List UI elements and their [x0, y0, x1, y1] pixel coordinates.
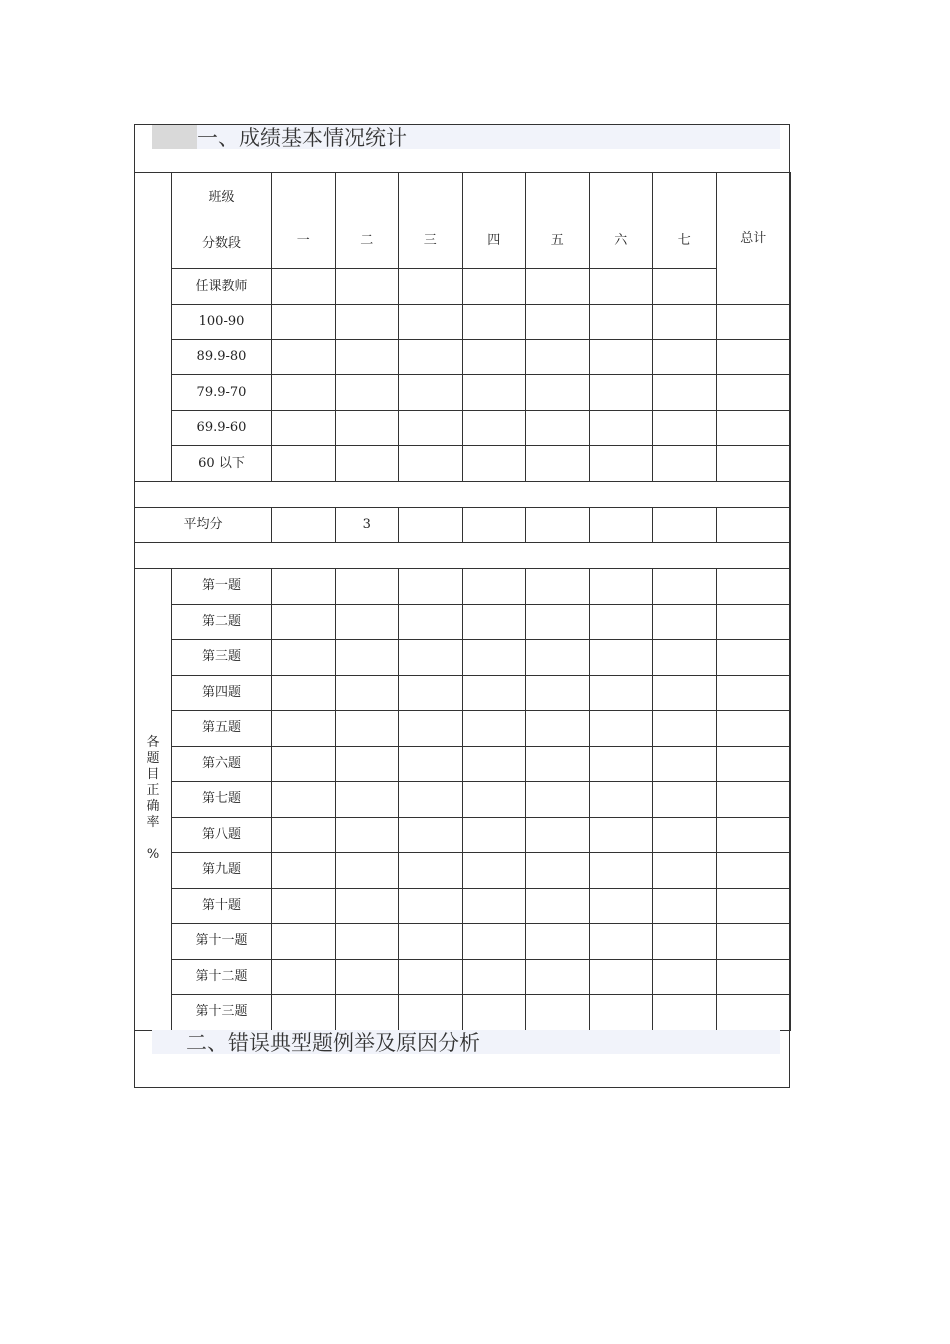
average-cell[interactable] [399, 508, 463, 543]
spacer-cell [135, 482, 791, 508]
data-cell[interactable] [716, 675, 791, 711]
data-cell[interactable] [589, 604, 653, 640]
data-cell[interactable] [335, 640, 399, 676]
data-cell[interactable] [399, 995, 463, 1031]
data-cell[interactable] [716, 446, 791, 482]
data-cell[interactable] [653, 446, 717, 482]
data-cell[interactable] [335, 411, 399, 446]
data-cell[interactable] [526, 640, 590, 676]
question-label: 第十一题 [172, 924, 272, 960]
data-cell[interactable] [653, 924, 717, 960]
data-cell[interactable] [335, 746, 399, 782]
question-row [135, 782, 791, 818]
data-cell[interactable] [399, 340, 463, 375]
data-cell[interactable] [589, 411, 653, 446]
data-cell[interactable] [716, 924, 791, 960]
data-cell[interactable] [589, 640, 653, 676]
data-cell[interactable] [589, 446, 653, 482]
data-cell[interactable] [716, 411, 791, 446]
average-cell[interactable] [716, 508, 791, 543]
table-row [135, 269, 791, 305]
data-cell[interactable] [589, 340, 653, 375]
data-cell[interactable] [653, 340, 717, 375]
data-cell[interactable] [716, 340, 791, 375]
data-cell[interactable] [716, 569, 791, 605]
class-header-4: 四 [462, 173, 526, 269]
section-title-2: 二、错误典型题例举及原因分析 [186, 1031, 480, 1055]
data-cell[interactable] [589, 924, 653, 960]
spacer-row [135, 482, 791, 508]
data-cell[interactable] [399, 711, 463, 747]
row-label-teacher: 任课教师 [172, 269, 272, 305]
data-cell[interactable] [335, 375, 399, 411]
data-cell[interactable] [653, 888, 717, 924]
data-cell[interactable] [589, 746, 653, 782]
data-cell[interactable] [526, 446, 590, 482]
data-cell[interactable] [399, 675, 463, 711]
data-cell[interactable] [589, 675, 653, 711]
data-cell[interactable] [653, 640, 717, 676]
data-cell[interactable] [399, 375, 463, 411]
data-cell[interactable] [526, 924, 590, 960]
data-cell[interactable] [272, 711, 336, 747]
section-header-1 [152, 125, 780, 149]
question-label: 第九题 [172, 853, 272, 889]
question-row [135, 640, 791, 676]
data-cell[interactable] [272, 782, 336, 818]
header-row [135, 173, 791, 269]
average-cell[interactable] [272, 508, 336, 543]
data-cell[interactable] [272, 411, 336, 446]
data-cell[interactable] [272, 640, 336, 676]
data-cell[interactable] [272, 675, 336, 711]
data-cell[interactable] [272, 817, 336, 853]
average-cell[interactable] [653, 508, 717, 543]
data-cell[interactable] [335, 675, 399, 711]
question-label: 第二题 [172, 604, 272, 640]
question-row [135, 817, 791, 853]
data-cell[interactable] [589, 888, 653, 924]
question-row [135, 746, 791, 782]
table-row [135, 446, 791, 482]
row-label-score-range: 69.9-60 [172, 411, 272, 446]
data-cell[interactable] [462, 340, 526, 375]
data-cell[interactable] [335, 305, 399, 340]
question-row [135, 959, 791, 995]
data-cell[interactable] [272, 269, 336, 305]
data-cell[interactable] [335, 340, 399, 375]
data-cell[interactable] [399, 411, 463, 446]
data-cell[interactable] [462, 375, 526, 411]
data-cell[interactable] [272, 959, 336, 995]
total-header: 总计 [716, 173, 791, 305]
data-cell[interactable] [526, 340, 590, 375]
data-cell[interactable] [462, 569, 526, 605]
question-label: 第一题 [172, 569, 272, 605]
average-cell[interactable] [526, 508, 590, 543]
row-label-score-range: 79.9-70 [172, 375, 272, 411]
data-cell[interactable] [653, 569, 717, 605]
data-cell[interactable] [589, 995, 653, 1031]
data-cell[interactable] [526, 569, 590, 605]
data-cell[interactable] [462, 411, 526, 446]
data-cell[interactable] [589, 817, 653, 853]
data-cell[interactable] [335, 853, 399, 889]
data-cell[interactable] [399, 305, 463, 340]
question-row [135, 569, 791, 605]
class-header-1: 一 [272, 173, 336, 269]
question-label: 第十二题 [172, 959, 272, 995]
question-label: 第八题 [172, 817, 272, 853]
question-label: 第七题 [172, 782, 272, 818]
data-cell[interactable] [526, 711, 590, 747]
data-cell[interactable] [716, 995, 791, 1031]
data-cell[interactable] [589, 853, 653, 889]
data-cell[interactable] [399, 888, 463, 924]
data-cell[interactable] [462, 746, 526, 782]
class-header-2: 二 [335, 173, 399, 269]
spacer-cell [135, 543, 791, 569]
data-cell[interactable] [716, 305, 791, 340]
data-cell[interactable] [462, 640, 526, 676]
data-cell[interactable] [653, 411, 717, 446]
data-cell[interactable] [526, 888, 590, 924]
data-cell[interactable] [335, 782, 399, 818]
data-cell[interactable] [462, 817, 526, 853]
question-row [135, 995, 791, 1031]
data-cell[interactable] [526, 269, 590, 305]
data-cell[interactable] [716, 782, 791, 818]
data-cell[interactable] [462, 959, 526, 995]
class-header-6: 六 [589, 173, 653, 269]
average-cell[interactable] [589, 508, 653, 543]
data-cell[interactable] [462, 924, 526, 960]
data-cell[interactable] [272, 604, 336, 640]
data-cell[interactable] [462, 782, 526, 818]
question-row [135, 924, 791, 960]
data-cell[interactable] [716, 888, 791, 924]
data-cell[interactable] [526, 853, 590, 889]
data-cell[interactable] [399, 782, 463, 818]
data-cell[interactable] [399, 269, 463, 305]
class-header-5: 五 [526, 173, 590, 269]
data-cell[interactable] [462, 604, 526, 640]
side-blank-cell [135, 173, 172, 482]
table-row [135, 340, 791, 375]
data-cell[interactable] [335, 888, 399, 924]
data-cell[interactable] [462, 888, 526, 924]
data-cell[interactable] [399, 604, 463, 640]
question-label: 第五题 [172, 711, 272, 747]
data-cell[interactable] [272, 375, 336, 411]
corner-label-score-range: 分数段 [201, 235, 241, 251]
data-cell[interactable] [272, 924, 336, 960]
data-cell[interactable] [653, 853, 717, 889]
data-cell[interactable] [462, 305, 526, 340]
data-cell[interactable] [653, 305, 717, 340]
data-cell[interactable] [716, 604, 791, 640]
data-cell[interactable] [716, 640, 791, 676]
question-row [135, 675, 791, 711]
data-cell[interactable] [716, 959, 791, 995]
average-row [135, 508, 791, 543]
data-cell[interactable] [399, 446, 463, 482]
data-cell[interactable] [589, 711, 653, 747]
data-cell[interactable] [462, 853, 526, 889]
score-statistics-table [134, 172, 791, 1031]
spacer-row [135, 543, 791, 569]
data-cell[interactable] [716, 853, 791, 889]
row-label-score-range: 100-90 [172, 305, 272, 340]
data-cell[interactable] [272, 853, 336, 889]
data-cell[interactable] [526, 411, 590, 446]
corner-cell [172, 173, 272, 269]
data-cell[interactable] [462, 446, 526, 482]
data-cell[interactable] [335, 604, 399, 640]
data-cell[interactable] [462, 995, 526, 1031]
section-header-2 [152, 1030, 780, 1054]
data-cell[interactable] [653, 269, 717, 305]
data-cell[interactable] [272, 446, 336, 482]
data-cell[interactable] [335, 924, 399, 960]
data-cell[interactable] [399, 853, 463, 889]
row-label-score-range: 89.9-80 [172, 340, 272, 375]
data-cell[interactable] [716, 711, 791, 747]
data-cell[interactable] [462, 269, 526, 305]
question-accuracy-label: 各 题 目 正 确 率 % [135, 569, 172, 1031]
data-cell[interactable] [272, 340, 336, 375]
data-cell[interactable] [272, 569, 336, 605]
data-cell[interactable] [526, 375, 590, 411]
question-row [135, 888, 791, 924]
data-cell[interactable] [335, 446, 399, 482]
data-cell[interactable] [589, 959, 653, 995]
question-label: 第六题 [172, 746, 272, 782]
question-row [135, 853, 791, 889]
data-cell[interactable] [399, 924, 463, 960]
data-cell[interactable] [526, 817, 590, 853]
data-cell[interactable] [653, 711, 717, 747]
data-cell[interactable] [526, 675, 590, 711]
data-cell[interactable] [589, 782, 653, 818]
data-cell[interactable] [335, 995, 399, 1031]
data-cell[interactable] [272, 995, 336, 1031]
average-cell[interactable] [462, 508, 526, 543]
data-cell[interactable] [653, 817, 717, 853]
table-row [135, 375, 791, 411]
data-cell[interactable] [399, 959, 463, 995]
data-cell[interactable] [653, 604, 717, 640]
data-cell[interactable] [589, 305, 653, 340]
question-row [135, 604, 791, 640]
data-cell[interactable] [399, 817, 463, 853]
data-cell[interactable] [526, 604, 590, 640]
data-cell[interactable] [399, 640, 463, 676]
question-label: 第十三题 [172, 995, 272, 1031]
data-cell[interactable] [589, 569, 653, 605]
data-cell[interactable] [653, 746, 717, 782]
data-cell[interactable] [526, 746, 590, 782]
data-cell[interactable] [462, 675, 526, 711]
data-cell[interactable] [653, 675, 717, 711]
question-row [135, 711, 791, 747]
data-cell[interactable] [462, 711, 526, 747]
data-cell[interactable] [716, 746, 791, 782]
data-cell[interactable] [716, 375, 791, 411]
data-cell[interactable] [272, 746, 336, 782]
data-cell[interactable] [335, 569, 399, 605]
data-cell[interactable] [272, 305, 336, 340]
data-cell[interactable] [526, 995, 590, 1031]
data-cell[interactable] [399, 746, 463, 782]
data-cell[interactable] [653, 375, 717, 411]
question-label: 第三题 [172, 640, 272, 676]
table-row [135, 305, 791, 340]
question-label: 第四题 [172, 675, 272, 711]
average-label: 平均分 [135, 508, 272, 543]
data-cell[interactable] [526, 782, 590, 818]
data-cell[interactable] [335, 269, 399, 305]
section-title-1: 一、成绩基本情况统计 [197, 126, 407, 150]
data-cell[interactable] [526, 959, 590, 995]
data-cell[interactable] [399, 569, 463, 605]
question-label: 第十题 [172, 888, 272, 924]
data-cell[interactable] [653, 995, 717, 1031]
class-header-7: 七 [653, 173, 717, 269]
class-header-3: 三 [399, 173, 463, 269]
data-cell[interactable] [589, 375, 653, 411]
header-highlight [152, 125, 197, 149]
data-cell[interactable] [335, 817, 399, 853]
data-cell[interactable] [335, 711, 399, 747]
corner-label-class: 班级 [208, 189, 235, 205]
data-cell[interactable] [272, 888, 336, 924]
data-cell[interactable] [335, 959, 399, 995]
row-label-score-range: 60 以下 [172, 446, 272, 482]
average-cell[interactable]: 3 [335, 508, 399, 543]
table-row [135, 411, 791, 446]
data-cell[interactable] [653, 959, 717, 995]
data-cell[interactable] [653, 782, 717, 818]
data-cell[interactable] [716, 817, 791, 853]
data-cell[interactable] [526, 305, 590, 340]
data-cell[interactable] [589, 269, 653, 305]
